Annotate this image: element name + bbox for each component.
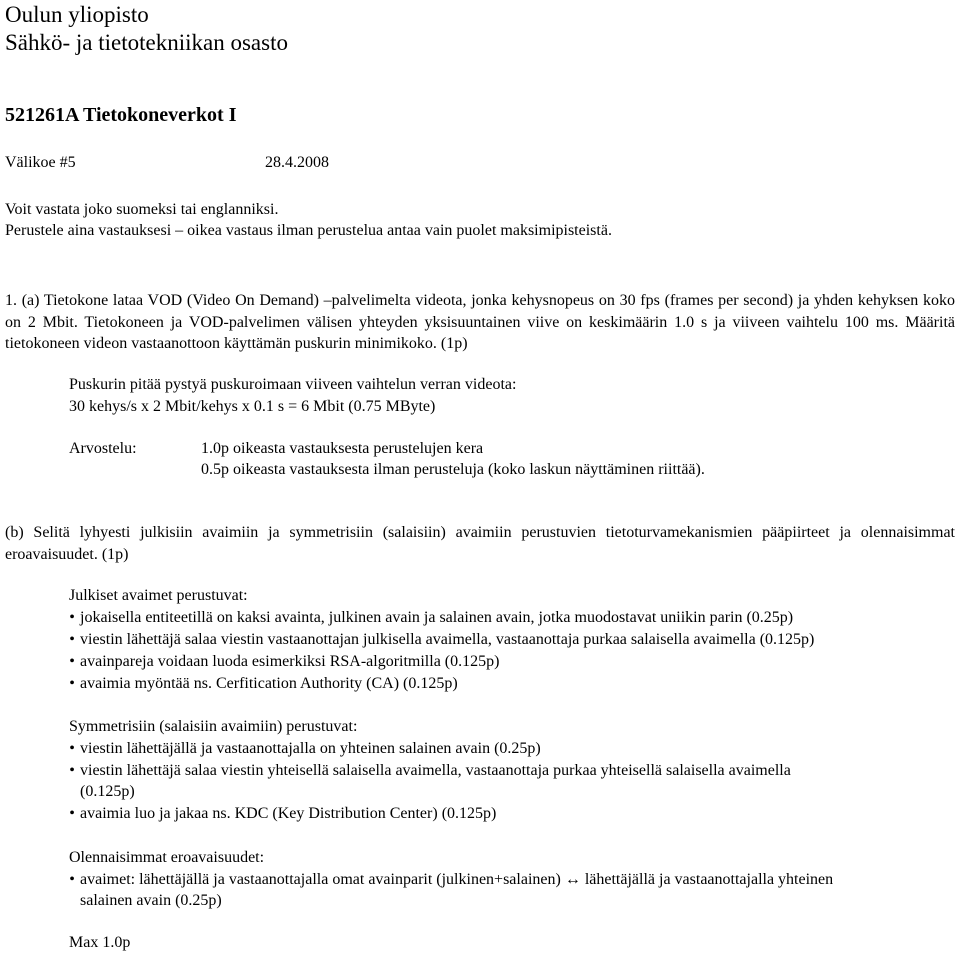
symmetric-keys-heading: Symmetrisiin (salaisiin avaimiin) perustuvat: — [69, 718, 358, 735]
bullet-icon: • — [69, 609, 75, 626]
max-points: Max 1.0p — [69, 934, 131, 951]
grading-line-1: 1.0p oikeasta vastauksesta perustelujen kera — [201, 440, 484, 457]
grading-line-2: 0.5p oikeasta vastauksesta ilman perusteluja (koko laskun näyttäminen riittää). — [201, 461, 705, 478]
answer-1a-line-2: 30 kehys/s x 2 Mbit/kehys x 0.1 s = 6 Mbit (0.75 MByte) — [69, 398, 436, 415]
bullet-icon: • — [69, 871, 75, 888]
instruction-justify: Perustele aina vastauksesi – oikea vastaus ilman perustelua antaa vain puolet maksimipisteistä. — [5, 222, 612, 239]
exam-name: Välikoe #5 — [5, 154, 76, 171]
bullet-icon: • — [69, 762, 75, 779]
exam-date: 28.4.2008 — [265, 154, 329, 171]
grading-label: Arvostelu: — [69, 440, 137, 457]
differences-heading: Olennaisimmat eroavaisuudet: — [69, 849, 265, 866]
bullet-icon: • — [69, 653, 75, 670]
bullet-icon: • — [69, 740, 75, 757]
bullet-icon: • — [69, 805, 75, 822]
university-name: Oulun yliopisto — [5, 2, 149, 27]
question-1b-text: (b) Selitä lyhyesti julkisiin avaimiin ja symmetrisiin (salaisiin) avaimiin perustuvien tietoturvamekanismien pääpiirteet ja olennaisimmat eroavaisuudet. (1p) — [5, 524, 955, 563]
list-item-continuation: salainen avain (0.25p) — [80, 892, 222, 909]
instruction-language: Voit vastata joko suomeksi tai englanniksi. — [5, 201, 279, 218]
bullet-icon: • — [69, 675, 75, 692]
public-keys-heading: Julkiset avaimet perustuvat: — [69, 587, 248, 604]
answer-1a-line-1: Puskurin pitää pystyä puskuroimaan viiveen vaihtelun verran videota: — [69, 376, 517, 393]
list-item-continuation: (0.125p) — [80, 783, 135, 800]
question-1a-text: 1. (a) Tietokone lataa VOD (Video On Demand) –palvelimelta videota, jonka kehysnopeus on 30 fps (frames per second) ja yhden kehyksen koko on 2 Mbit. Tietokoneen ja VOD-palvelimen välisen yhteyden yksisuuntainen viive on keskimäärin 1.0 s ja viiveen vaihtelu 100 ms. Määritä tietokoneen videon vastaanottoon käyttämän puskurin minimikoko. (1p) — [5, 292, 955, 352]
course-title: 521261A Tietokoneverkot I — [5, 104, 237, 126]
department-name: Sähkö- ja tietotekniikan osasto — [5, 30, 288, 55]
bullet-icon: • — [69, 631, 75, 648]
